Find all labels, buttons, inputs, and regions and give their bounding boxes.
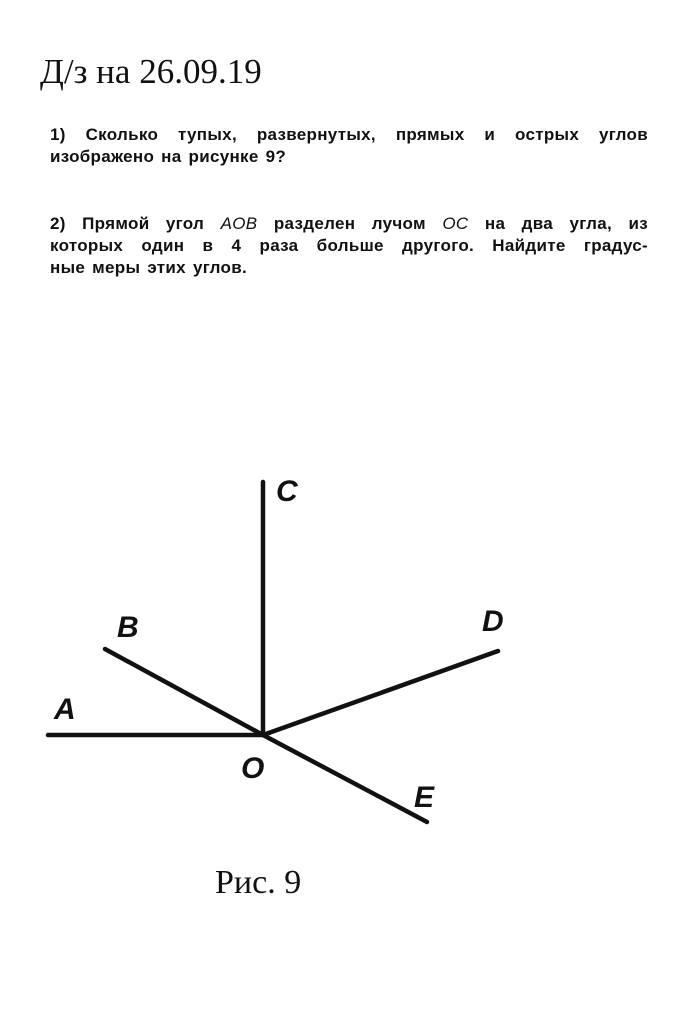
label-b: B (117, 611, 139, 644)
label-o: O (241, 752, 265, 785)
figure-caption: Рис. 9 (215, 864, 302, 901)
task-2-text-pre: 2) Прямой угол (50, 214, 221, 233)
task-2-text-mid: разделен лучом (257, 214, 443, 233)
page-title: Д/з на 26.09.19 (40, 52, 262, 91)
label-c: C (276, 475, 298, 508)
task-2-line-3: ные меры этих углов. (50, 258, 247, 277)
task-1 (50, 124, 648, 168)
label-a: A (54, 693, 76, 726)
task-2-line-2: которых один в 4 раза больше другого. Найдите градус- (50, 236, 648, 255)
task-1-line-2: изображено на рисунке 9? (50, 147, 287, 166)
ray-oc-label: OC (442, 214, 469, 233)
label-d: D (482, 605, 504, 638)
task-1-line-1: 1) Сколько тупых, развернутых, прямых и острых углов (50, 125, 648, 144)
angles-diagram (0, 430, 699, 910)
ray-ob (105, 649, 263, 735)
task-2-text-post: на два угла, из (468, 214, 648, 233)
angle-aob-label: AOB (220, 214, 258, 233)
task-2-line-1 (50, 213, 648, 235)
figure-9 (0, 430, 699, 910)
ray-od (263, 651, 498, 735)
label-e: E (414, 781, 435, 814)
task-2 (50, 213, 648, 279)
ray-oe (263, 735, 427, 822)
